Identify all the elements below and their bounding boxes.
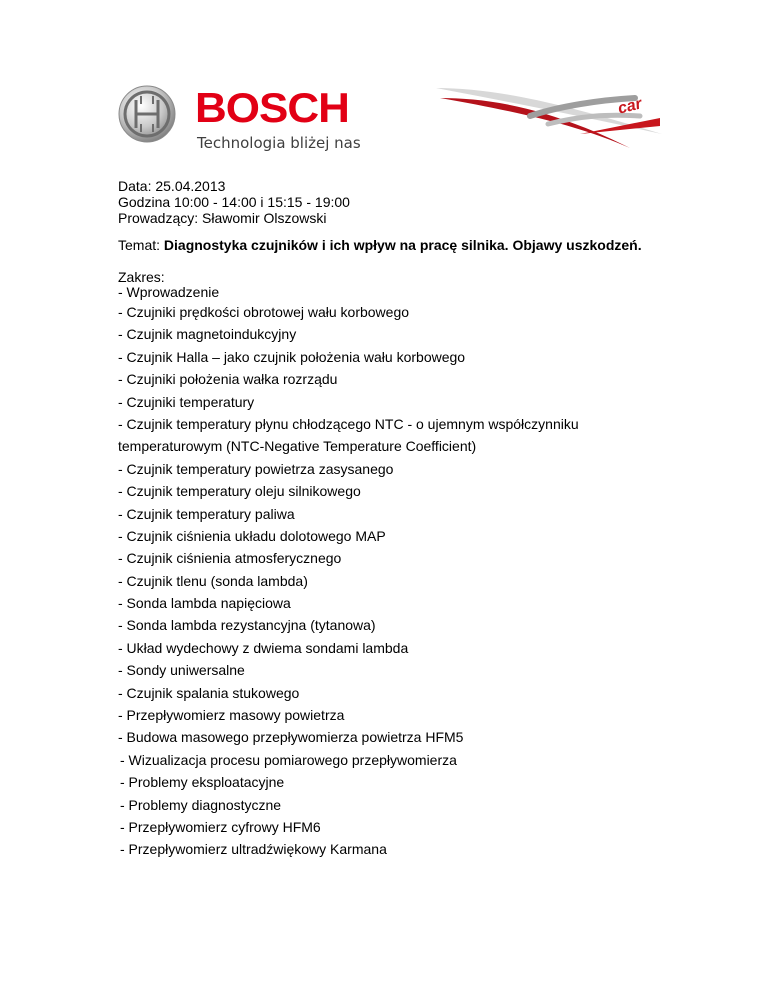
list-item: - Przepływomierz ultradźwiękowy Karmana [120,841,387,858]
topic-title: Diagnostyka czujników i ich wpływ na pracę silnika. Objawy uszkodzeń. [163,237,642,253]
list-item: - Czujnik temperatury płynu chłodzącego NTC - o ujemnym współczynniku [118,415,579,432]
list-item: - Problemy eksploatacyjne [120,774,285,791]
list-item: - Budowa masowego przepływomierza powietrza HFM5 [118,729,464,746]
bosch-tagline: Technologia bliżej nas [197,134,361,152]
meeting-meta [118,178,350,226]
list-item: - Problemy diagnostyczne [120,796,282,813]
meeting-presenter: Prowadzący: Sławomir Olszowski [118,210,327,226]
scope-label: Zakres: [118,269,165,285]
topic-label: Temat: [118,237,164,253]
list-item: - Czujnik temperatury powietrza zasysanego [118,460,394,477]
list-item: - Czujnik temperatury oleju silnikowego [118,483,361,500]
list-item: - Przepływomierz masowy powietrza [118,707,345,724]
list-item: - Sonda lambda napięciowa [118,595,291,612]
list-item: - Przepływomierz cyfrowy HFM6 [120,818,321,835]
topic-line [118,237,642,253]
list-item: - Układ wydechowy z dwiema sondami lambda [118,639,409,656]
meeting-date: Data: 25.04.2013 [118,178,226,194]
list-item: temperaturowym (NTC-Negative Temperature Coefficient) [118,438,477,455]
partner-logo-text: car [616,95,644,118]
bosch-logo [117,84,367,154]
partner-logo [430,78,670,158]
list-item: - Sondy uniwersalne [118,662,245,679]
bosch-armature-icon [117,84,177,144]
list-item: - Wprowadzenie [118,284,220,300]
bosch-wordmark: BOSCH [195,85,349,132]
list-item: - Czujniki prędkości obrotowej wału korbowego [118,304,410,320]
list-item: - Czujnik Halla – jako czujnik położenia wału korbowego [118,348,466,365]
list-item: - Czujnik magnetoindukcyjny [118,326,297,343]
list-item: - Sonda lambda rezystancyjna (tytanowa) [118,617,376,634]
list-item: - Czujniki temperatury [118,393,255,410]
list-item: - Czujnik tlenu (sonda lambda) [118,572,308,589]
list-item: - Czujnik ciśnienia układu dolotowego MAP [118,527,386,544]
list-item: - Czujnik temperatury paliwa [118,505,295,522]
partner-swoosh-graphic [430,78,670,158]
list-item: - Czujnik ciśnienia atmosferycznego [118,550,342,567]
list-item: - Czujnik spalania stukowego [118,684,300,701]
scope-list [118,284,678,864]
list-item: - Czujniki położenia wałka rozrządu [118,371,338,388]
meeting-hours: Godzina 10:00 - 14:00 i 15:15 - 19:00 [118,194,350,210]
list-item: - Wizualizacja procesu pomiarowego przepływomierza [120,751,457,768]
